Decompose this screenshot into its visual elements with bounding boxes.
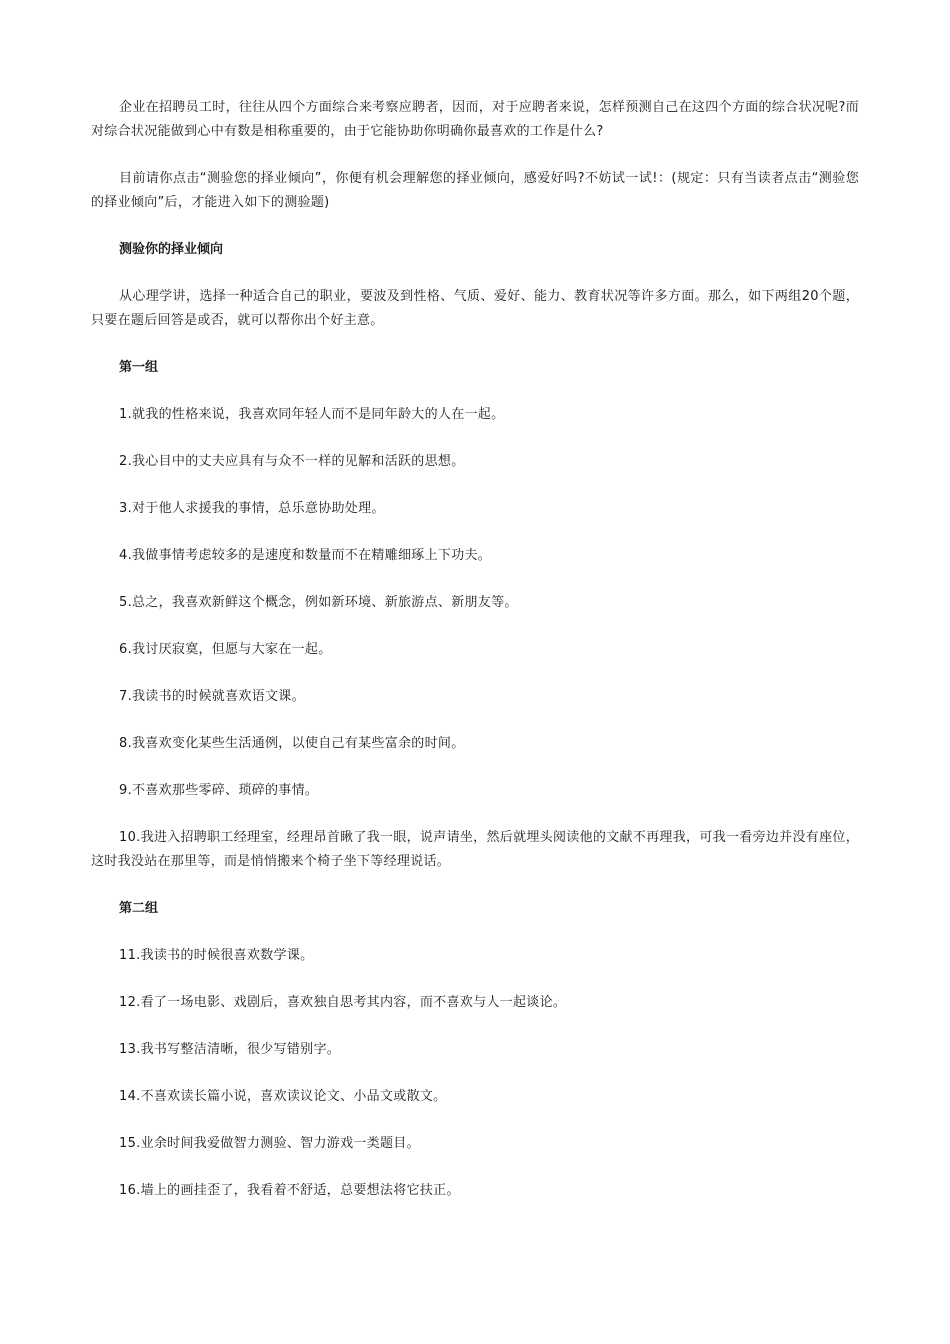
question-12: 12.看了一场电影、戏剧后，喜欢独自思考其内容，而不喜欢与人一起谈论。 bbox=[119, 995, 567, 1010]
question-11: 11.我读书的时候很喜欢数学课。 bbox=[119, 948, 314, 963]
question-4: 4.我做事情考虑较多的是速度和数量而不在精雕细琢上下功夫。 bbox=[119, 548, 492, 563]
group-1-title: 第一组 bbox=[119, 360, 159, 375]
document-page bbox=[91, 96, 859, 1226]
question-15: 15.业余时间我爱做智力测验、智力游戏一类题目。 bbox=[119, 1136, 420, 1151]
intro-paragraph-1: 企业在招聘员工时，往往从四个方面综合来考察应聘者，因而，对于应聘者来说，怎样预测自己在这四个方面的综合状况呢?而对综合状况能做到心中有数是相称重要的，由于它能协助你明确你最喜欢的工作是什么? bbox=[91, 100, 859, 139]
question-7: 7.我读书的时候就喜欢语文课。 bbox=[119, 689, 305, 704]
question-16: 16.墙上的画挂歪了，我看着不舒适，总要想法将它扶正。 bbox=[119, 1183, 460, 1198]
question-3: 3.对于他人求援我的事情，总乐意协助处理。 bbox=[119, 501, 385, 516]
question-8: 8.我喜欢变化某些生活通例，以使自己有某些富余的时间。 bbox=[119, 736, 465, 751]
question-2: 2.我心目中的丈夫应具有与众不一样的见解和活跃的思想。 bbox=[119, 454, 465, 469]
question-6: 6.我讨厌寂寞，但愿与大家在一起。 bbox=[119, 642, 332, 657]
question-5: 5.总之，我喜欢新鲜这个概念，例如新环境、新旅游点、新朋友等。 bbox=[119, 595, 518, 610]
intro-paragraph-3: 从心理学讲，选择一种适合自己的职业，要波及到性格、气质、爱好、能力、教育状况等许多方面。那么，如下两组20个题，只要在题后回答是或否，就可以帮你出个好主意。 bbox=[91, 289, 859, 328]
question-13: 13.我书写整洁清晰，很少写错别字。 bbox=[119, 1042, 341, 1057]
question-1: 1.就我的性格来说，我喜欢同年轻人而不是同年龄大的人在一起。 bbox=[119, 407, 505, 422]
question-10: 10.我进入招聘职工经理室，经理昂首瞅了我一眼，说声请坐，然后就埋头阅读他的文献不再理我，可我一看旁边并没有座位，这时我没站在那里等，而是悄悄搬来个椅子坐下等经理说话。 bbox=[91, 830, 859, 869]
question-14: 14.不喜欢读长篇小说，喜欢读议论文、小品文或散文。 bbox=[119, 1089, 447, 1104]
test-title: 测验你的择业倾向 bbox=[119, 242, 224, 257]
question-9: 9.不喜欢那些零碎、琐碎的事情。 bbox=[119, 783, 319, 798]
intro-paragraph-2: 目前请你点击“测验您的择业倾向”，你便有机会理解您的择业倾向，感爱好吗?不妨试一试!：(规定：只有当读者点击“测验您的择业倾向”后，才能进入如下的测验题) bbox=[91, 171, 859, 210]
group-2-title: 第二组 bbox=[119, 901, 159, 916]
